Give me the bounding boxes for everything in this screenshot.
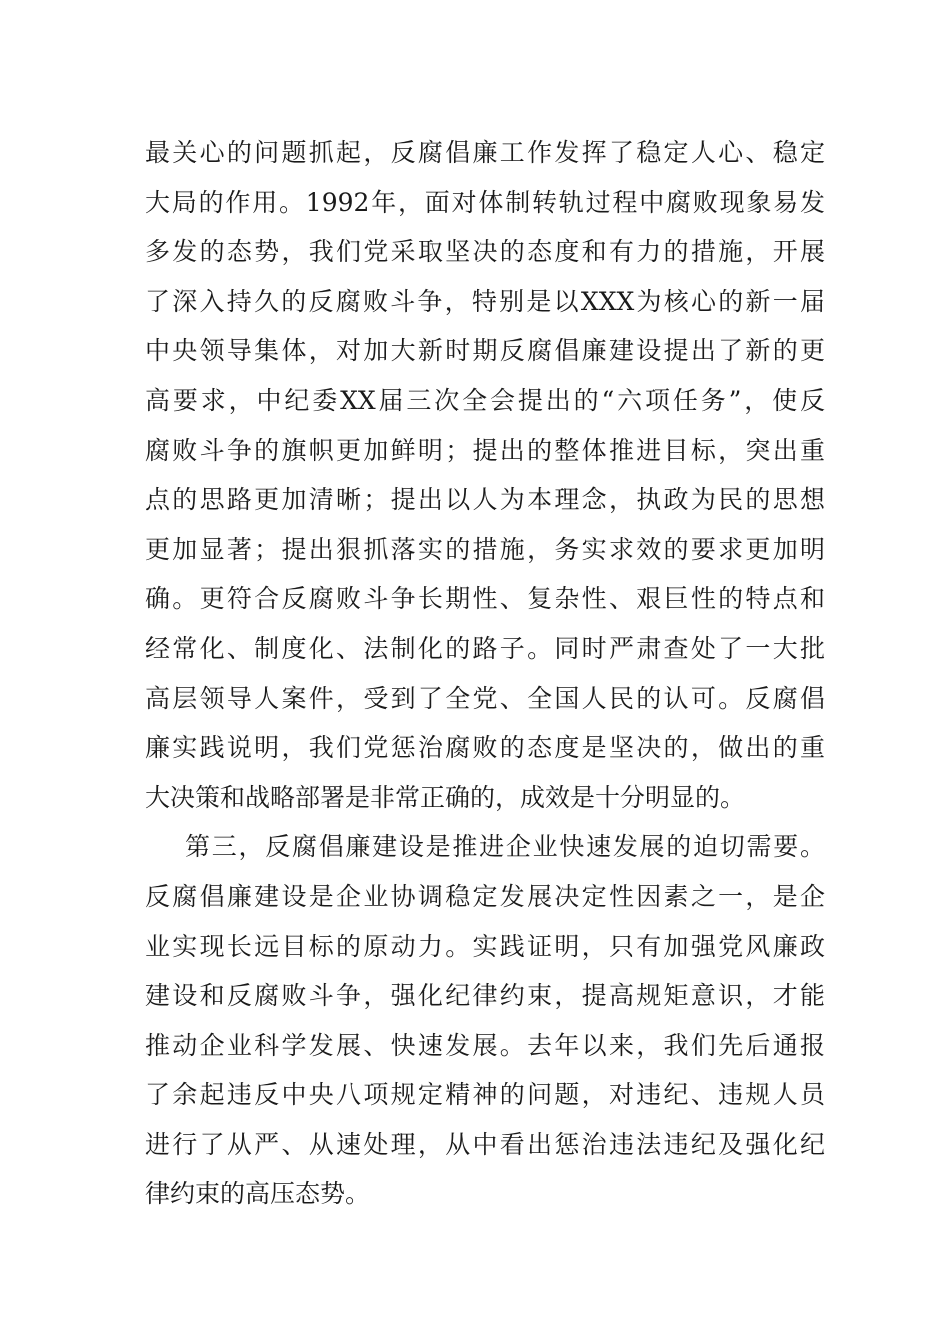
text-line: 业实现长远目标的原动力。实践证明，只有加强党风廉政 <box>145 931 825 961</box>
text-line: 点的思路更加清晰；提出以人为本理念，执政为民的思想 <box>145 485 825 515</box>
text-line: 更加显著；提出狠抓落实的措施，务实求效的要求更加明 <box>145 534 825 564</box>
text-line: 高要求，中纪委XX届三次全会提出的“六项任务”，使反 <box>145 385 825 415</box>
text-line: 最关心的问题抓起，反腐倡廉工作发挥了稳定人心、稳定 <box>145 138 825 167</box>
text-line: 经常化、制度化、法制化的路子。同时严肃查处了一大批 <box>145 633 825 663</box>
paragraph-first-line: 第三，反腐倡廉建设是推进企业快速发展的迫切需要。 <box>185 832 825 862</box>
text-line: 了深入持久的反腐败斗争，特别是以XXX为核心的新一届 <box>145 286 825 316</box>
text-line: 多发的态势，我们党采取坚决的态度和有力的措施，开展 <box>145 237 825 267</box>
text-line: 进行了从严、从速处理，从中看出惩治违法违纪及强化纪 <box>145 1129 825 1159</box>
text-line: 确。更符合反腐败斗争长期性、复杂性、艰巨性的特点和 <box>145 584 825 614</box>
text-line: 反腐倡廉建设是企业协调稳定发展决定性因素之一，是企 <box>145 881 825 911</box>
text-line: 了余起违反中央八项规定精神的问题，对违纪、违规人员 <box>145 1080 825 1110</box>
document-body <box>145 128 825 1219</box>
text-line: 中央领导集体，对加大新时期反腐倡廉建设提出了新的更 <box>145 336 825 366</box>
text-line: 律约束的高压态势。 <box>145 1179 371 1209</box>
text-line: 腐败斗争的旗帜更加鲜明；提出的整体推进目标，突出重 <box>145 435 825 465</box>
text-line: 建设和反腐败斗争，强化纪律约束，提高规矩意识，才能 <box>145 981 825 1011</box>
text-line: 推动企业科学发展、快速发展。去年以来，我们先后通报 <box>145 1030 825 1060</box>
text-line: 大局的作用。1992年，面对体制转轨过程中腐败现象易发 <box>145 187 825 217</box>
text-line: 大决策和战略部署是非常正确的，成效是十分明显的。 <box>145 782 746 812</box>
text-line: 廉实践说明，我们党惩治腐败的态度是坚决的，做出的重 <box>145 733 825 763</box>
text-line: 高层领导人案件，受到了全党、全国人民的认可。反腐倡 <box>145 683 825 713</box>
